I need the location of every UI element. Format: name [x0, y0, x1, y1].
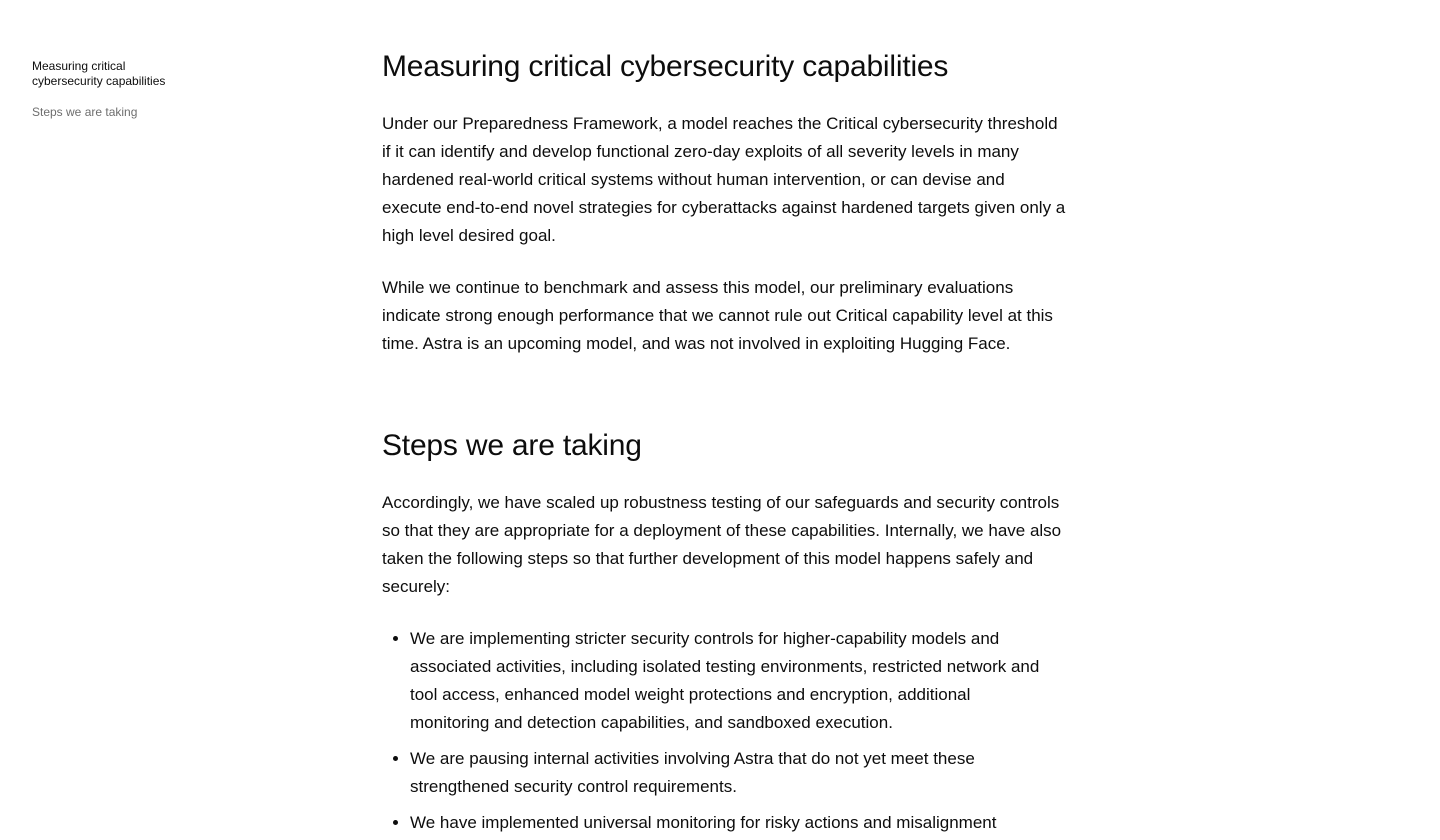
table-of-contents — [32, 59, 192, 136]
paragraph: While we continue to benchmark and assess this model, our preliminary evaluations indicate strong enough performance that we cannot rule out Critical capability level at this time. Astra is an upcoming model, and was not involved in exploiting Hugging Face. — [382, 278, 1053, 353]
paragraph: Accordingly, we have scaled up robustness testing of our safeguards and security controls so that they are appropriate for a deployment of these capabilities. Internally, we have also taken the following steps so that further development of this model happens safely and securely: — [382, 493, 1062, 596]
toc-item-steps-we-are-taking[interactable]: Steps we are taking — [32, 105, 138, 119]
section-heading: Measuring critical cybersecurity capabilities — [382, 50, 949, 83]
toc-item-measuring-critical-cybersecurity-capabilities[interactable]: Measuring critical cybersecurity capabilities — [32, 59, 166, 88]
article-body — [382, 48, 1066, 840]
section-measuring-critical-cybersecurity-capabilities — [382, 48, 1066, 358]
section-heading: Steps we are taking — [382, 429, 642, 462]
paragraph: Under our Preparedness Framework, a model reaches the Critical cybersecurity threshold if it can identify and develop functional zero-day exploits of all severity levels in many hardened real-world critical systems without human intervention, or can devise and execute end-to-end novel strategies for cyberattacks against hardened targets given only a high level desired goal. — [382, 114, 1066, 245]
list-item: • We are pausing internal activities involving Astra that do not yet meet these strengthened security control requirements. — [410, 745, 1050, 801]
list-item: • We have implemented universal monitoring for risky actions and misalignment — [410, 809, 1050, 837]
bullet-list — [382, 625, 1050, 837]
section-steps-we-are-taking — [382, 427, 1066, 837]
list-item: • We are implementing stricter security controls for higher-capability models and associated activities, including isolated testing environments, restricted network and tool access, enhanced model weight protections and encryption, additional monitoring and detection capabilities, and sandboxed execution. — [410, 625, 1050, 737]
